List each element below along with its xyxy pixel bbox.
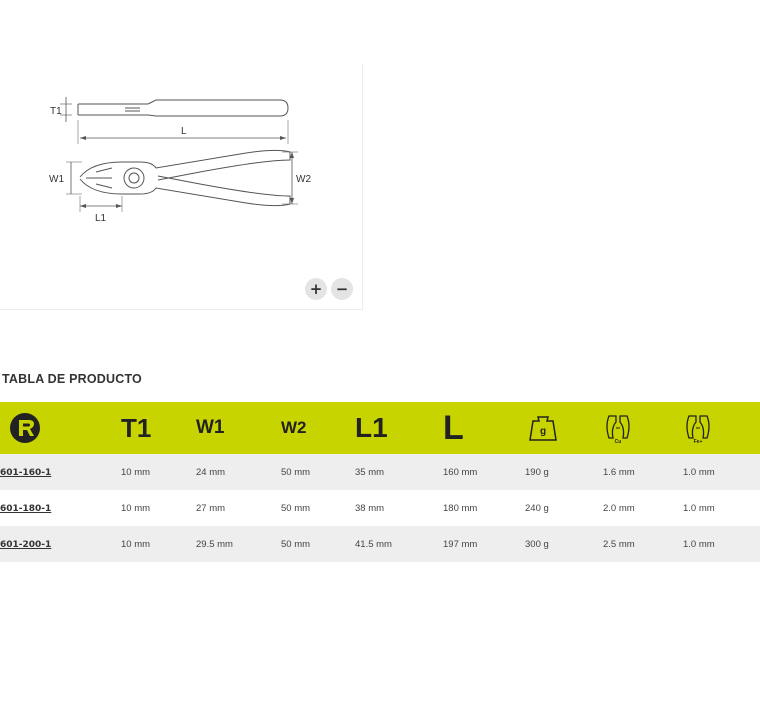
cutting-steel-icon xyxy=(683,412,713,444)
cell-cut-steel: 1.0 mm xyxy=(683,466,715,478)
cell-l1: 41.5 mm xyxy=(355,538,392,550)
cell-weight: 240 g xyxy=(525,502,549,514)
column-header-weight xyxy=(525,402,603,454)
cell-weight: 300 g xyxy=(525,538,549,550)
dimension-label-w1: W1 xyxy=(49,174,64,185)
article-number-link[interactable]: 601-160-1 xyxy=(0,467,52,478)
column-header-w1: W1 xyxy=(196,417,225,438)
column-header-l: L xyxy=(443,408,464,447)
cell-l: 197 mm xyxy=(443,538,478,550)
table-row xyxy=(0,526,760,562)
cell-cut-copper: 2.0 mm xyxy=(603,502,635,514)
article-number-link[interactable]: 601-200-1 xyxy=(0,539,52,550)
cell-w1: 24 mm xyxy=(196,466,226,478)
cutting-copper-icon xyxy=(603,412,633,444)
cell-t1: 10 mm xyxy=(121,502,151,514)
dimension-label-l1: L1 xyxy=(95,213,107,224)
technical-drawing-panel xyxy=(0,64,363,310)
dimension-label-w2: W2 xyxy=(296,174,311,185)
cell-l1: 38 mm xyxy=(355,502,385,514)
column-header-cut-copper xyxy=(603,402,683,454)
weight-icon xyxy=(527,412,559,444)
table-header-row xyxy=(0,402,760,454)
cell-cut-steel: 1.0 mm xyxy=(683,502,715,514)
pliers-technical-drawing xyxy=(0,64,363,310)
cell-l: 180 mm xyxy=(443,502,478,514)
column-header-l1: L1 xyxy=(355,412,388,443)
knipex-logo-icon xyxy=(8,411,42,445)
column-header-w2: W2 xyxy=(281,418,307,437)
cell-t1: 10 mm xyxy=(121,538,151,550)
column-header-t1: T1 xyxy=(121,412,152,443)
product-table xyxy=(0,402,760,562)
cell-w1: 27 mm xyxy=(196,502,226,514)
zoom-in-button[interactable]: + xyxy=(305,278,327,300)
cell-w2: 50 mm xyxy=(281,538,311,550)
brand-column-header xyxy=(0,402,121,454)
cutting-steel-icon-text: Fe+ xyxy=(693,439,703,445)
cell-w2: 50 mm xyxy=(281,502,311,514)
table-row xyxy=(0,454,760,490)
table-row xyxy=(0,490,760,526)
cell-l: 160 mm xyxy=(443,466,478,478)
cell-weight: 190 g xyxy=(525,466,549,478)
dimension-label-l: L xyxy=(181,126,187,137)
cell-w2: 50 mm xyxy=(281,466,311,478)
article-number-link[interactable]: 601-180-1 xyxy=(0,503,52,514)
zoom-out-button[interactable]: − xyxy=(331,278,353,300)
cell-t1: 10 mm xyxy=(121,466,151,478)
section-title: TABLA DE PRODUCTO xyxy=(2,372,142,386)
dimension-label-t1: T1 xyxy=(50,106,62,117)
cutting-copper-icon-text: Cu xyxy=(614,439,622,445)
column-header-cut-steel xyxy=(683,402,760,454)
cell-cut-copper: 1.6 mm xyxy=(603,466,635,478)
weight-icon-text: g xyxy=(539,426,547,437)
cell-cut-copper: 2.5 mm xyxy=(603,538,635,550)
cell-w1: 29.5 mm xyxy=(196,538,233,550)
cell-l1: 35 mm xyxy=(355,466,385,478)
cell-cut-steel: 1.0 mm xyxy=(683,538,715,550)
